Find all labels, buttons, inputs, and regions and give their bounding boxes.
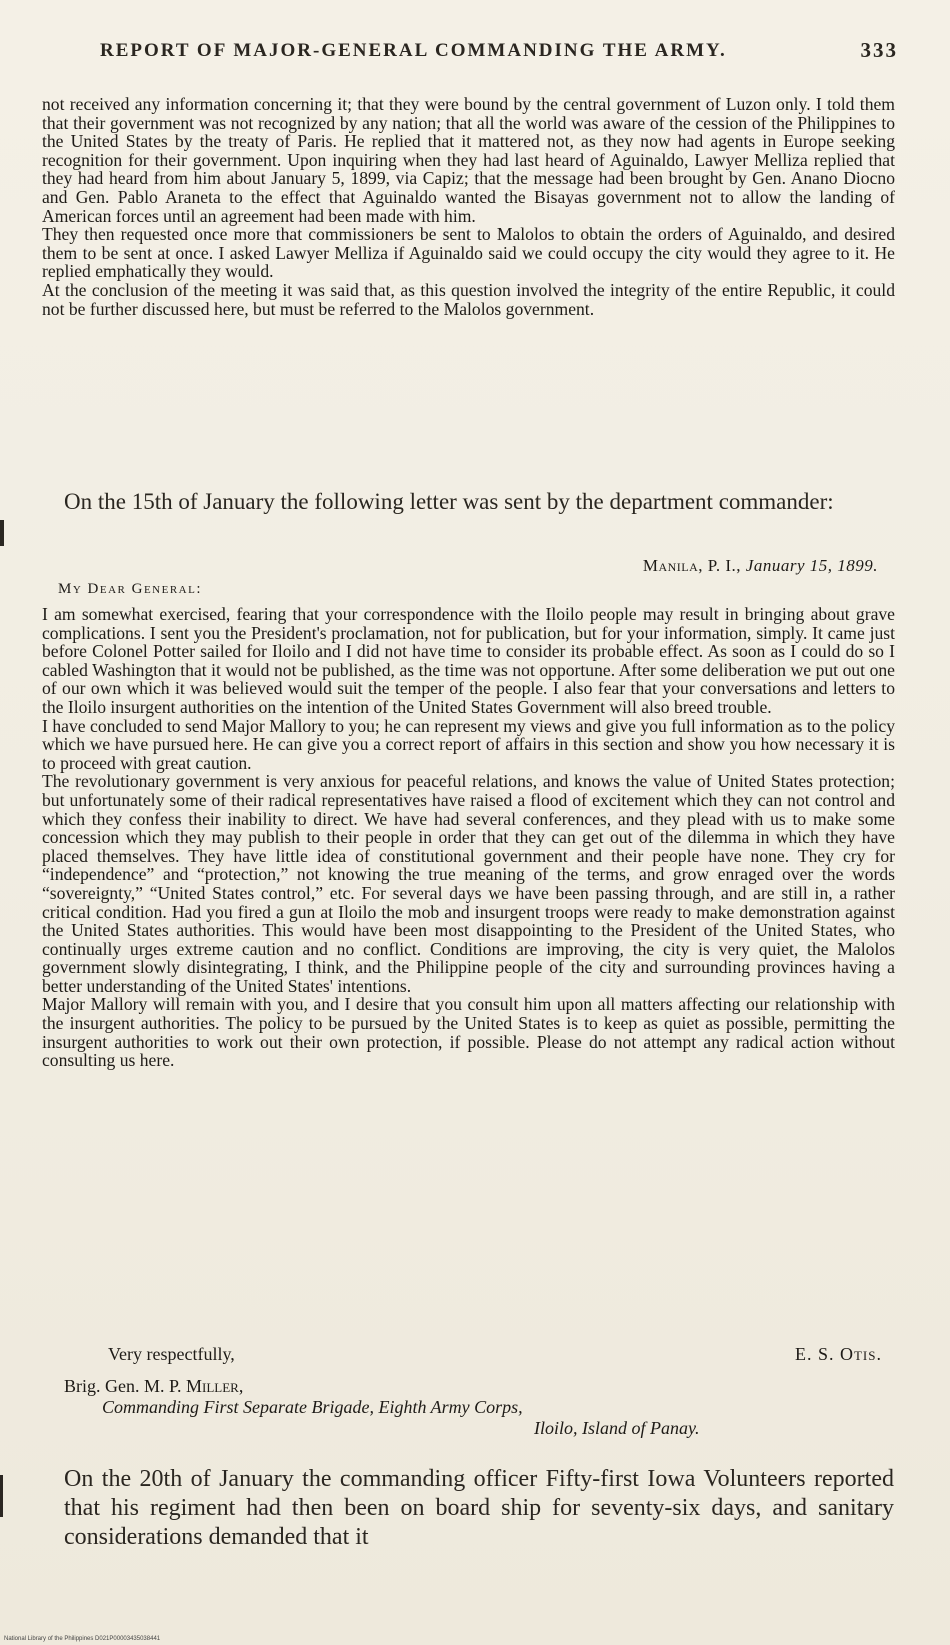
paragraph: Major Mallory will remain with you, and I desire that you consult him upon all matters affecting our relationship with the insurgent authorities. The policy to be pursued by the United States is to keep as quiet as possible, permitting the insurgent authorities to work out their own protection, if possible. Please do not attempt any radical action without consulting us here.	[42, 994, 895, 1071]
letter-salutation: My Dear General:	[58, 581, 202, 597]
addressee-name: Miller,	[186, 1376, 244, 1396]
paragraph: not received any information concerning it; that they were bound by the central government of Luzon only. I told them that their government was not recognized by any nation; that all the world was aware of the cession of the Philippines to the United States by the treaty of Paris. He replied that it mattered not, as they now had agents in Europe seeking recognition for their government. Upon inquiring when they had last heard of Aguinaldo, Lawyer Melliza replied that they had heard from him about January 5, 1899, via Capiz; that the message had been brought by Gen. Anano Diocno and Gen. Pablo Araneta to the effect that Aguinaldo wanted the Bisayas government not to allow the landing of American forces until an agreement had been made with him.	[42, 94, 895, 226]
paragraph: At the conclusion of the meeting it was said that, as this question involved the integrity of the entire Republic, it could not be further discussed here, but must be referred to the Malolos government.	[42, 279, 895, 319]
paragraph: They then requested once more that commissioners be sent to Malolos to obtain the orders of Aguinaldo, and desired them to be sent at once. I asked Lawyer Melliza if Aguinaldo said we could occupy the city would they agree to it. He replied emphatically they would.	[42, 224, 895, 282]
addressee-location: Iloilo, Island of Panay.	[534, 1418, 700, 1438]
letter-dateline	[643, 556, 878, 576]
scan-footer-label: National Library of the Philippines D021P00003435038441	[4, 1636, 161, 1642]
dateline-place: Manila, P. I.,	[642, 556, 742, 575]
running-header	[88, 40, 898, 70]
report-text-block	[42, 95, 895, 318]
addressee-name-line	[64, 1376, 243, 1397]
addressee-command: Commanding First Separate Brigade, Eighth Army Corps,	[102, 1397, 523, 1417]
scan-edge-mark	[0, 1475, 3, 1517]
letter-body	[42, 605, 895, 1070]
closing-paragraph: On the 20th of January the commanding officer Fifty-first Iowa Volunteers reported that his regiment had then been on board ship for seventy-six days, and sanitary considerations demanded that it	[64, 1466, 894, 1550]
paragraph: I have concluded to send Major Mallory to you; he can represent my views and give you full information as to the policy which we have pursued here. He can give you a correct report of affairs in this section and show you how necessary it is to proceed with great caution.	[42, 715, 895, 773]
letter-intro: On the 15th of January the following letter was sent by the department commander:	[64, 489, 834, 514]
valediction: Very respectfully,	[108, 1344, 235, 1364]
page-number: 333	[860, 38, 898, 62]
paragraph: The revolutionary government is very anxious for peaceful relations, and knows the value of United States protection; but unfortunately some of their radical representatives have raised a flood of excitement which they can not control and which they confess their inability to direct. We have had several conferences, and they plead with us to make some concession which they may publish to their people in order that they can get out of the dilemma in which they have placed themselves. They have little idea of constitutional government and their people have none. They cry for “independence” and “protection,” not knowing the true meaning of the terms, and grow enraged over the words “sovereignty,” “United States control,” etc. For several days we have been passing through, and are still in, a rather critical condition. Had you fired a gun at Iloilo the mob and insurgent troops were ready to make demonstration against the United States authorities. This would have been most disappointing to the President of the United States, who continually urges extreme caution and no conflict. Conditions are improving, the city is very quiet, the Malolos government slowly disintegrating, I think, and the Philippine people of the city and surrounding provinces having a better understanding of the United States' intentions.	[42, 771, 895, 996]
header-title: REPORT OF MAJOR-GENERAL COMMANDING THE ARMY.	[100, 40, 727, 61]
scan-edge-mark	[0, 520, 4, 546]
addressee-rank: Brig. Gen. M. P.	[64, 1376, 182, 1396]
paragraph: I am somewhat exercised, fearing that your correspondence with the Iloilo people may result in bringing about grave complications. I sent you the President's proclamation, not for publication, but for your information, simply. It came just before Colonel Potter sailed for Iloilo and I did not have time to consider its probable effect. As soon as I could do so I cabled Washington that it would not be published, as the time was not opportune. After some deliberation we put out one of our own which it was believed would suit the temper of the people. I also fear that your conversations and letters to the Iloilo insurgent authorities on the intention of the United States Government will also breed trouble.	[42, 604, 895, 717]
dateline-date: January 15, 1899.	[745, 556, 878, 575]
signature: E. S. Otis.	[794, 1344, 882, 1364]
letter-closing	[108, 1344, 888, 1366]
